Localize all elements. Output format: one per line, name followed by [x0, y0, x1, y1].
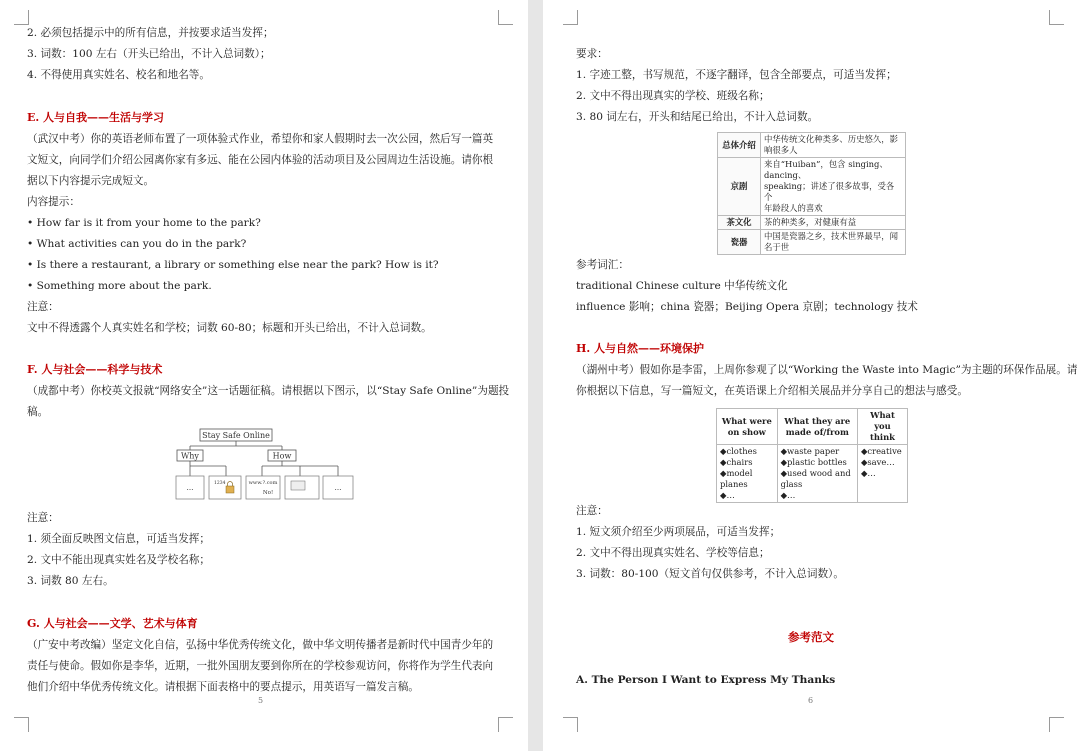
- paragraph-line: 你根据以下信息，写一篇短文，在英语课上介绍相关展品并分享自己的想法与感受。: [576, 385, 968, 397]
- crop-mark: [563, 717, 578, 732]
- paragraph-line: （广安中考改编）坚定文化自信，弘扬中华优秀传统文化，做中华文明传播者是新时代中国青少年的: [27, 639, 494, 651]
- vocab-label: 参考词汇：: [576, 259, 629, 271]
- table-header: What were on show: [717, 409, 778, 445]
- reference-essay-title: 参考范文: [788, 630, 834, 644]
- table-cell: ◆waste paper ◆plastic bottles ◆used wood and glass ◆…: [777, 445, 857, 503]
- note-label: 注意：: [27, 512, 59, 524]
- vocab-line: traditional Chinese culture 中华传统文化: [576, 280, 788, 292]
- computer-icon: [291, 481, 305, 490]
- table-row: [717, 445, 908, 503]
- requirement-line: 2. 文中不得出现真实的学校、班级名称；: [576, 90, 770, 102]
- paragraph-line: 他们介绍中华优秀传统文化。请根据下面表格中的要点提示，用英语写一篇发言稿。: [27, 681, 419, 693]
- paragraph-line: （武汉中考）你的英语老师布置了一项体验式作业，希望你和家人假期时去一次公园，然后写一篇英: [27, 133, 494, 145]
- crop-mark: [14, 717, 29, 732]
- note-label: 注意：: [576, 505, 608, 517]
- note-label: 注意：: [27, 301, 59, 313]
- page-number: 5: [258, 696, 264, 705]
- requirement-line: 1. 字迹工整，书写规范，不逐字翻译，包含全部要点，可适当发挥；: [576, 69, 897, 81]
- paragraph-line: 责任与使命。假如你是李华，近期，一批外国朋友要到你所在的学校参观访问，你将作为学生代表向: [27, 660, 494, 672]
- diagram-lock-text: 1234: [214, 481, 226, 486]
- table-cell: 来自“Huiban”，包含 singing、dancing、 speaking；讲述了很多故事，受各个 年龄段人的喜欢: [761, 158, 906, 216]
- page-number: 6: [808, 696, 814, 705]
- essay-a-title: A. The Person I Want to Express My Thanks: [576, 674, 836, 686]
- table-row: [718, 133, 906, 158]
- bullet-item: • Is there a restaurant, a library or something else near the park? How is it?: [27, 259, 439, 271]
- table-cell: 茶的种类多，对健康有益: [761, 216, 906, 230]
- bullet-item: • Something more about the park.: [27, 280, 212, 292]
- requirement-line: 4. 不得使用真实姓名、校名和地名等。: [27, 69, 210, 81]
- table-row: [718, 158, 906, 216]
- table-row-head: 茶文化: [718, 216, 761, 230]
- document-page-5: [0, 0, 528, 751]
- paragraph-line: （湖州中考）假如你是李雷，上周你参观了以“Working the Waste into Magic”为主题的环保作品展。请: [576, 364, 1078, 376]
- note-line: 文中不得透露个人真实姓名和学校；词数 60-80；标题和开头已给出，不计入总词数。: [27, 322, 432, 334]
- hint-label: 内容提示：: [27, 196, 80, 208]
- diagram-dots: …: [334, 484, 342, 492]
- diagram-how-label: How: [272, 451, 292, 461]
- table-cell: 中华传统文化种类多、历史悠久，影 响很多人: [761, 133, 906, 158]
- crop-mark: [14, 10, 29, 25]
- table-row: [718, 230, 906, 255]
- table-row-head: 瓷器: [718, 230, 761, 255]
- requirement-line: 3. 80 词左右，开头和结尾已给出，不计入总词数。: [576, 111, 819, 123]
- requirement-line: 2. 必须包括提示中的所有信息，并按要求适当发挥；: [27, 27, 274, 39]
- section-h-heading: H. 人与自然——环境保护: [576, 342, 705, 355]
- table-cell: ◆creative ◆save… ◆…: [857, 445, 907, 503]
- table-header: What you think: [857, 409, 907, 445]
- crop-mark: [498, 717, 513, 732]
- paragraph-line: 据以下内容提示完成短文。: [27, 175, 155, 187]
- requirement-line: 3. 词数：100 左右（开头已给出，不计入总词数）；: [27, 48, 271, 60]
- diagram-root-label: Stay Safe Online: [202, 431, 270, 440]
- note-line: 2. 文中不得出现真实姓名、学校等信息；: [576, 547, 770, 559]
- section-g-heading: G. 人与社会——文学、艺术与体育: [27, 617, 198, 630]
- note-line: 3. 词数：80-100（短文首句仅供参考，不计入总词数）。: [576, 568, 844, 580]
- section-e-heading: E. 人与自我——生活与学习: [27, 111, 165, 124]
- section-f-heading: F. 人与社会——科学与技术: [27, 363, 163, 376]
- culture-table: [717, 132, 906, 255]
- diagram-why-label: Why: [181, 451, 199, 461]
- diagram-www: www.?.com: [248, 480, 278, 486]
- table-cell: 中国是瓷器之乡，技术世界最早，闻 名于世: [761, 230, 906, 255]
- padlock-icon: [226, 486, 234, 493]
- vocab-line: influence 影响；china 瓷器；Beijing Opera 京剧；technology 技术: [576, 301, 918, 313]
- note-line: 3. 词数 80 左右。: [27, 575, 114, 587]
- paragraph-line: 稿。: [27, 406, 49, 418]
- diagram-box-lock: [209, 476, 241, 499]
- table-header-row: [717, 409, 908, 445]
- bullet-item: • How far is it from your home to the park?: [27, 217, 261, 229]
- note-line: 2. 文中不能出现真实姓名及学校名称；: [27, 554, 210, 566]
- diagram-no: No!: [262, 490, 274, 496]
- note-line: 1. 短文须介绍至少两项展品，可适当发挥；: [576, 526, 781, 538]
- bullet-item: • What activities can you do in the park?: [27, 238, 247, 250]
- requirements-label: 要求：: [576, 48, 608, 60]
- table-header: What they are made of/from: [777, 409, 857, 445]
- table-row: [718, 216, 906, 230]
- diagram-dots: …: [186, 484, 194, 492]
- exhibit-table: [716, 408, 908, 503]
- crop-mark: [498, 10, 513, 25]
- document-page-6: [543, 0, 1080, 751]
- paragraph-line: （成都中考）你校英文报就“网络安全”这一话题征稿。请根据以下图示，以“Stay Safe Online”为题投: [27, 385, 510, 397]
- note-line: 1. 须全面反映图文信息，可适当发挥；: [27, 533, 210, 545]
- paragraph-line: 文短文，向同学们介绍公园离你家有多远、能在公园内体验的活动项目及公园周边生活设施。请你根: [27, 154, 494, 166]
- crop-mark: [563, 10, 578, 25]
- table-row-head: 京剧: [718, 158, 761, 216]
- table-cell: ◆clothes ◆chairs ◆model planes ◆…: [717, 445, 778, 503]
- table-row-head: 总体介绍: [718, 133, 761, 158]
- crop-mark: [1049, 10, 1064, 25]
- crop-mark: [1049, 717, 1064, 732]
- stay-safe-online-diagram: [174, 426, 356, 502]
